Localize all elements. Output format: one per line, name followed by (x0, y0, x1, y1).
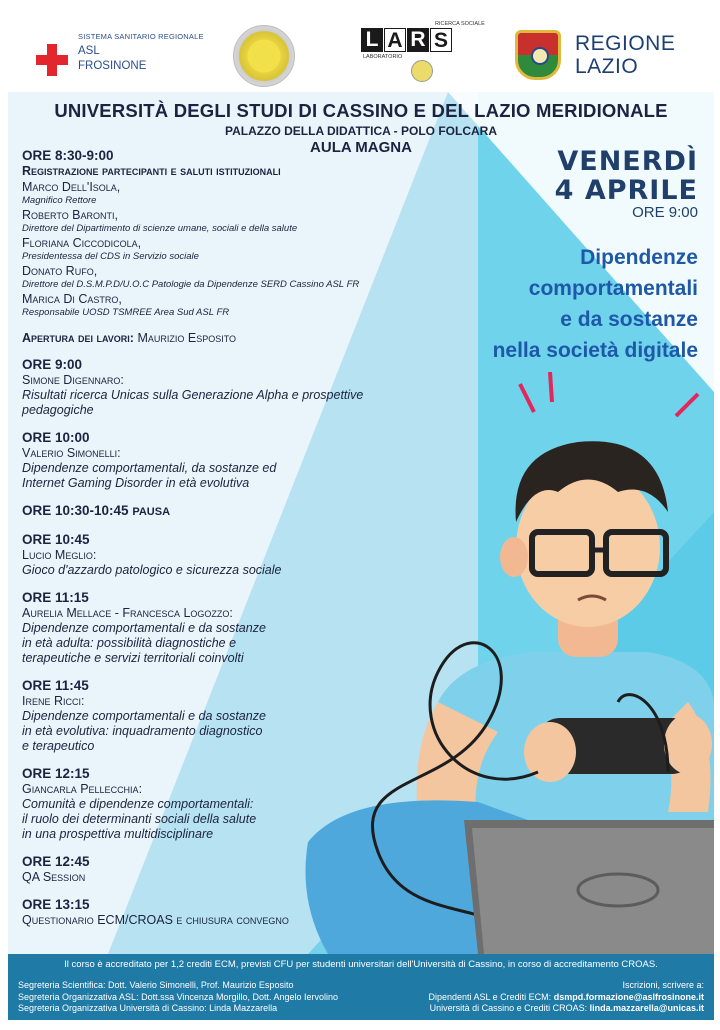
schedule-slot (22, 590, 442, 666)
slot-talk-line: pedagogiche (22, 403, 94, 417)
secretariat-line: Segreteria Organizzativa Università di Cassino: Linda Mazzarella (18, 1003, 278, 1013)
headline-line-2: comportamentali (528, 277, 698, 300)
slot-talk-line: terapeutiche e servizi territoriali coinvolti (22, 651, 244, 665)
asl-name (78, 44, 146, 74)
slot-title: Registrazione partecipanti e saluti istituzionali (22, 164, 281, 178)
event-day: VENERDÌ (557, 146, 698, 177)
slot-time-text: ORE 10:30-10:45 (22, 503, 129, 518)
slot-speaker: Lucio Meglio: (22, 548, 97, 562)
slot-speaker: Questionario ECM/CROAS e chiusura convegno (22, 913, 289, 927)
asl-line1: ASL (78, 45, 100, 57)
speaker-name: Marco Dell'Isola, (22, 180, 121, 194)
university-seal-logo (233, 25, 295, 87)
lars-letter-s: S (430, 28, 452, 52)
schedule-slot (22, 430, 442, 491)
slot-talk-line: in età evolutiva: inquadramento diagnostico (22, 724, 263, 738)
poster-main (8, 92, 714, 954)
speaker-name: Floriana Ciccodicola, (22, 236, 142, 250)
header-logos (0, 0, 720, 92)
slot-time: ORE 13:15 (22, 897, 90, 912)
asl-system-label: SISTEMA SANITARIO REGIONALE (78, 32, 204, 41)
registration-label: Dipendenti ASL e Crediti ECM: (428, 991, 552, 1002)
room-label: AULA MAGNA (310, 139, 412, 156)
lars-letter-r: R (407, 28, 429, 52)
speaker-role: Direttore del D.S.M.P.D/U.O.C Patologie da Dipendenze SERD Cassino ASL FR (22, 279, 360, 290)
registration-title: Iscrizioni, scrivere a: (622, 980, 704, 990)
asl-line2: FROSINONE (78, 60, 147, 72)
apertura-line (22, 331, 442, 345)
speaker-role: Direttore del Dipartimento di scienze umane, sociali e della salute (22, 223, 298, 234)
slot-talk-line: Internet Gaming Disorder in età evolutiva (22, 476, 250, 490)
slot-talk-line: Gioco d'azzardo patologico e sicurezza sociale (22, 563, 282, 577)
footer (8, 954, 714, 1020)
registration-info (428, 980, 704, 1015)
speaker-name: Donato Rufo, (22, 264, 98, 278)
lazio-crest-icon (515, 30, 561, 80)
speaker-name: Marica Di Castro, (22, 292, 122, 306)
speaker-role: Presidentessa del CDS in Servizio sociale (22, 251, 199, 262)
slot-talk-line: Dipendenze comportamentali e da sostanze (22, 621, 266, 635)
regione-lazio-logo (515, 30, 695, 82)
slot-time: ORE 10:00 (22, 430, 90, 445)
red-cross-icon (36, 44, 68, 76)
slot-talk-line: Risultati ricerca Unicas sulla Generazione Alpha e prospettive (22, 388, 364, 402)
slot-talk-line: Dipendenze comportamentali, da sostanze ed (22, 461, 277, 475)
lars-top-label: RICERCA SOCIALE (435, 21, 485, 27)
schedule-slot (22, 678, 442, 754)
slot-speaker: Giancarla Pellecchia: (22, 782, 143, 796)
schedule-slot (22, 766, 442, 842)
schedule-slot (22, 897, 442, 928)
slot-speaker: QA Session (22, 870, 86, 884)
accreditation-note: Il corso è accreditato per 1,2 crediti ECM, previsti CFU per studenti universitari dell'Università di Cassino, in corso di accreditamento CROAS. (64, 959, 658, 970)
speaker-entry (22, 264, 442, 291)
lars-letter-a: A (384, 28, 406, 52)
lazio-line2: LAZIO (575, 55, 639, 78)
slot-time: ORE 12:45 (22, 854, 90, 869)
speaker-entry (22, 236, 442, 263)
secretariat-line: Segreteria Scientifica: Dott. Valerio Simonelli, Prof. Maurizio Esposito (18, 980, 294, 990)
speaker-entry (22, 292, 442, 319)
speaker-entry (22, 180, 442, 207)
slot-time: ORE 8:30-9:00 (22, 148, 114, 163)
slot-time: ORE 12:15 (22, 766, 90, 781)
lars-badge-icon (411, 60, 433, 82)
asl-frosinone-logo (36, 32, 204, 82)
lars-bottom-label: LABORATORIO (363, 54, 403, 60)
slot-talk-line: Comunità e dipendenze comportamentali: (22, 797, 254, 811)
registration-line (428, 992, 704, 1004)
slot-speaker: Simone Digennaro: (22, 373, 124, 387)
lars-letter-l: L (361, 28, 383, 52)
apertura-name: Maurizio Esposito (137, 331, 237, 345)
date-block (555, 146, 698, 221)
university-title: UNIVERSITÀ DEGLI STUDI DI CASSINO E DEL LAZIO MERIDIONALE (54, 100, 668, 121)
headline-line-4: nella società digitale (492, 339, 698, 362)
slot-speaker: Irene Ricci: (22, 694, 85, 708)
secretariat-info (18, 980, 338, 1015)
schedule-slot (22, 854, 442, 885)
registration-line (428, 1003, 704, 1015)
registration-email-link[interactable]: linda.mazzarella@unicas.it (589, 1003, 704, 1013)
slot-speaker: Aurelia Mellace - Francesca Logozzo: (22, 606, 233, 620)
apertura-label: Apertura dei lavori: (22, 331, 134, 345)
lazio-name (575, 32, 675, 78)
registration-email-link[interactable]: dsmpd.formazione@aslfrosinone.it (553, 991, 704, 1002)
lars-logo (361, 21, 485, 84)
schedule (22, 148, 442, 940)
slot-talk-line: Dipendenze comportamentali e da sostanze (22, 709, 266, 723)
headline-line-3: e da sostanze (560, 308, 698, 331)
lazio-line1: REGIONE (575, 32, 676, 55)
slot-speaker: Valerio Simonelli: (22, 446, 121, 460)
venue-label: PALAZZO DELLA DIDATTICA - POLO FOLCARA (225, 124, 497, 138)
event-headline (493, 242, 698, 366)
event-date: 4 APRILE (554, 175, 698, 206)
speaker-role: Responsabile UOSD TSMREE Area Sud ASL FR (22, 307, 230, 318)
slot-time (22, 503, 442, 520)
slot-time: ORE 10:45 (22, 532, 90, 547)
speaker-role: Magnifico Rettore (22, 195, 97, 206)
slot-talk-line: in età adulta: possibilità diagnostiche e (22, 636, 237, 650)
slot-talk-line: e terapeutico (22, 739, 95, 753)
slot-talk-line: il ruolo dei determinanti sociali della salute (22, 812, 257, 826)
schedule-slot (22, 357, 442, 418)
secretariat-line: Segreteria Organizzativa ASL: Dott.ssa Vincenza Morgillo, Dott. Angelo Iervolino (18, 991, 339, 1002)
slot-time: ORE 9:00 (22, 357, 83, 372)
event-time: ORE 9:00 (632, 204, 698, 221)
slot-talk-line: in una prospettiva multidisciplinare (22, 827, 214, 841)
schedule-slot-opening (22, 148, 442, 319)
slot-time: ORE 11:45 (22, 678, 89, 693)
headline-line-1: Dipendenze (580, 246, 698, 269)
registration-label: Università di Cassino e Crediti CROAS: (429, 1003, 588, 1013)
speaker-name: Roberto Baronti, (22, 208, 118, 222)
slot-time: ORE 11:15 (22, 590, 89, 605)
schedule-slot (22, 532, 442, 578)
pausa-tag: PAUSA (132, 506, 171, 518)
schedule-slot-pausa (22, 503, 442, 520)
speaker-entry (22, 208, 442, 235)
